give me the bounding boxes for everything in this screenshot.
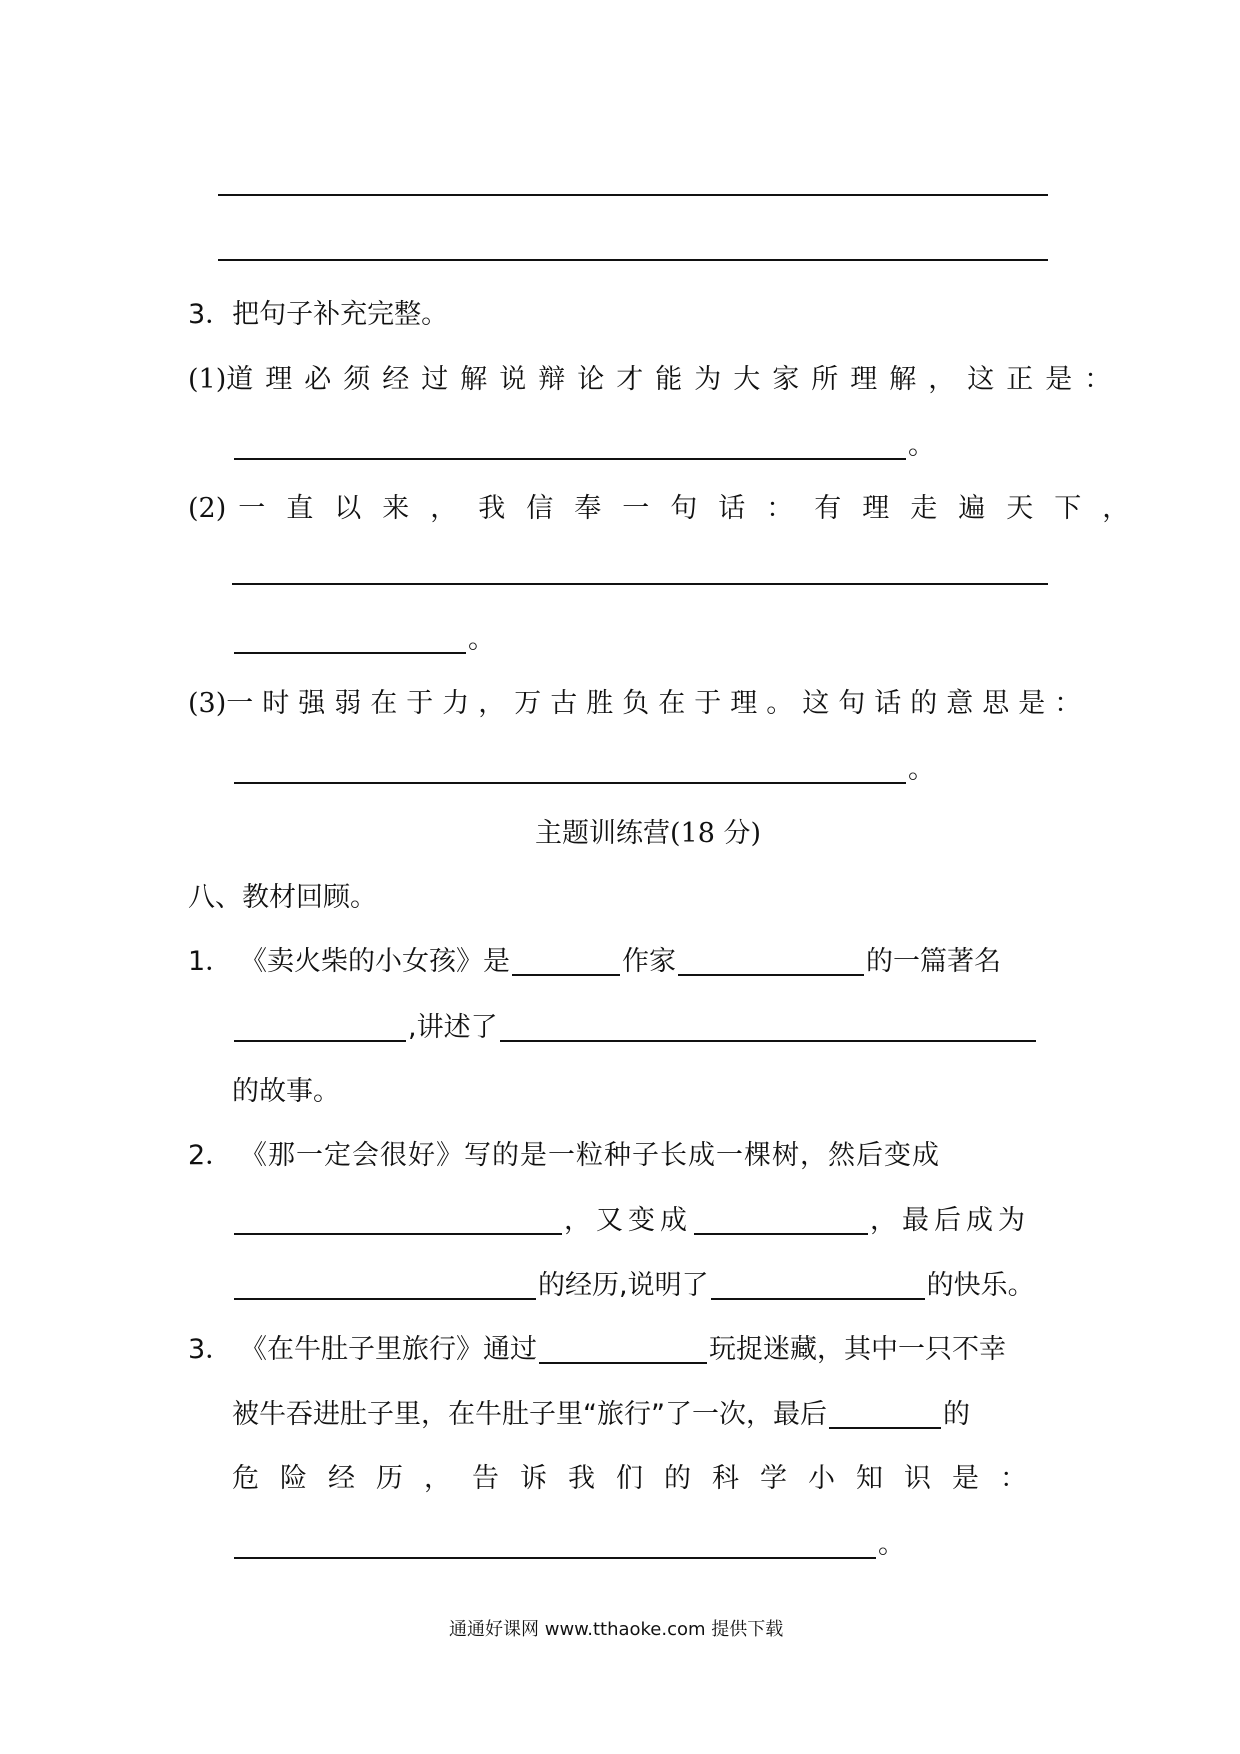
question-2 [188,1138,940,1174]
section-title: 3．把句子补充完整。 [188,299,449,330]
question-text: 玩捉迷藏，其中一只不幸 [709,1334,1006,1365]
answer-blank[interactable] [539,1334,707,1364]
question-3-line-2 [232,1397,970,1433]
question-text: 一时强弱在于力，万古胜负在于理。这句话的意思是： [226,688,1091,719]
question-text: 被牛吞进肚子里，在牛肚子里“旅行”了一次，最后 [232,1399,827,1430]
footer-credit: 通通好课网 www.tthaoke.com 提供下载 [449,1619,784,1640]
answer-blank[interactable] [234,430,906,460]
question-text: 道理必须经过解说辩论才能为大家所理解，这正是： [226,364,1124,395]
end-punctuation: 。 [878,1529,905,1560]
section-title: 八、教材回顾。 [188,882,377,913]
answer-line [218,259,1048,261]
question-2 [188,491,1150,527]
answer-blank[interactable] [234,754,906,784]
question-number: 1． [188,946,233,977]
question-3 [188,686,1090,722]
question-2-line-2 [232,1203,1030,1239]
question-1 [188,944,1001,980]
question-3 [188,1332,1006,1368]
answer-blank[interactable] [694,1205,868,1235]
question-text: 的 [942,1399,970,1430]
answer-row [232,428,935,464]
question-3-line-3 [232,1461,1048,1497]
question-text: ,讲述了 [408,1012,498,1043]
answer-blank[interactable] [711,1270,925,1300]
answer-blank[interactable] [234,1205,562,1235]
answer-blank[interactable] [234,1529,876,1559]
end-punctuation: 。 [468,624,495,655]
answer-blank[interactable] [829,1399,941,1429]
answer-blank[interactable] [500,1012,1036,1042]
end-punctuation: 。 [908,430,935,461]
answer-blank[interactable] [512,946,620,976]
question-label: (3) [188,688,227,719]
answer-line [218,194,1048,196]
question-1-line-3: 的故事。 [232,1076,340,1107]
question-text: 《那一定会很好》写的是一粒种子长成一棵树，然后变成 [240,1140,940,1171]
question-text: 作家 [622,946,676,977]
question-text: 危险经历，告诉我们的科学小知识是： [232,1463,1048,1494]
question-3-line-4 [232,1527,905,1563]
question-label: (2) [188,493,227,524]
question-text: ，最后成为 [870,1205,1030,1236]
question-text: 一直以来，我信奉一句话：有理走遍天下， [238,493,1151,524]
question-number: 2． [188,1140,233,1171]
answer-blank[interactable] [232,583,1048,585]
answer-row [232,752,935,788]
question-text: 《卖火柴的小女孩》是 [240,946,510,977]
answer-blank[interactable] [234,624,466,654]
answer-blank[interactable] [678,946,864,976]
question-label: (1) [188,364,227,395]
answer-row [232,622,495,658]
question-text: 的快乐。 [926,1270,1035,1301]
question-2-line-3 [232,1268,1035,1304]
question-text: ，又变成 [564,1205,692,1236]
answer-blank[interactable] [234,1012,406,1042]
question-text: 《在牛肚子里旅行》通过 [240,1334,537,1365]
question-1-line-2 [232,1010,1038,1046]
end-punctuation: 。 [908,754,935,785]
question-text: 的经历,说明了 [538,1270,709,1301]
question-text: 的一篇著名 [866,946,1001,977]
answer-blank[interactable] [234,1270,536,1300]
section-heading: 主题训练营(18 分) [535,818,762,849]
question-1 [188,362,1123,398]
question-number: 3． [188,1334,233,1365]
